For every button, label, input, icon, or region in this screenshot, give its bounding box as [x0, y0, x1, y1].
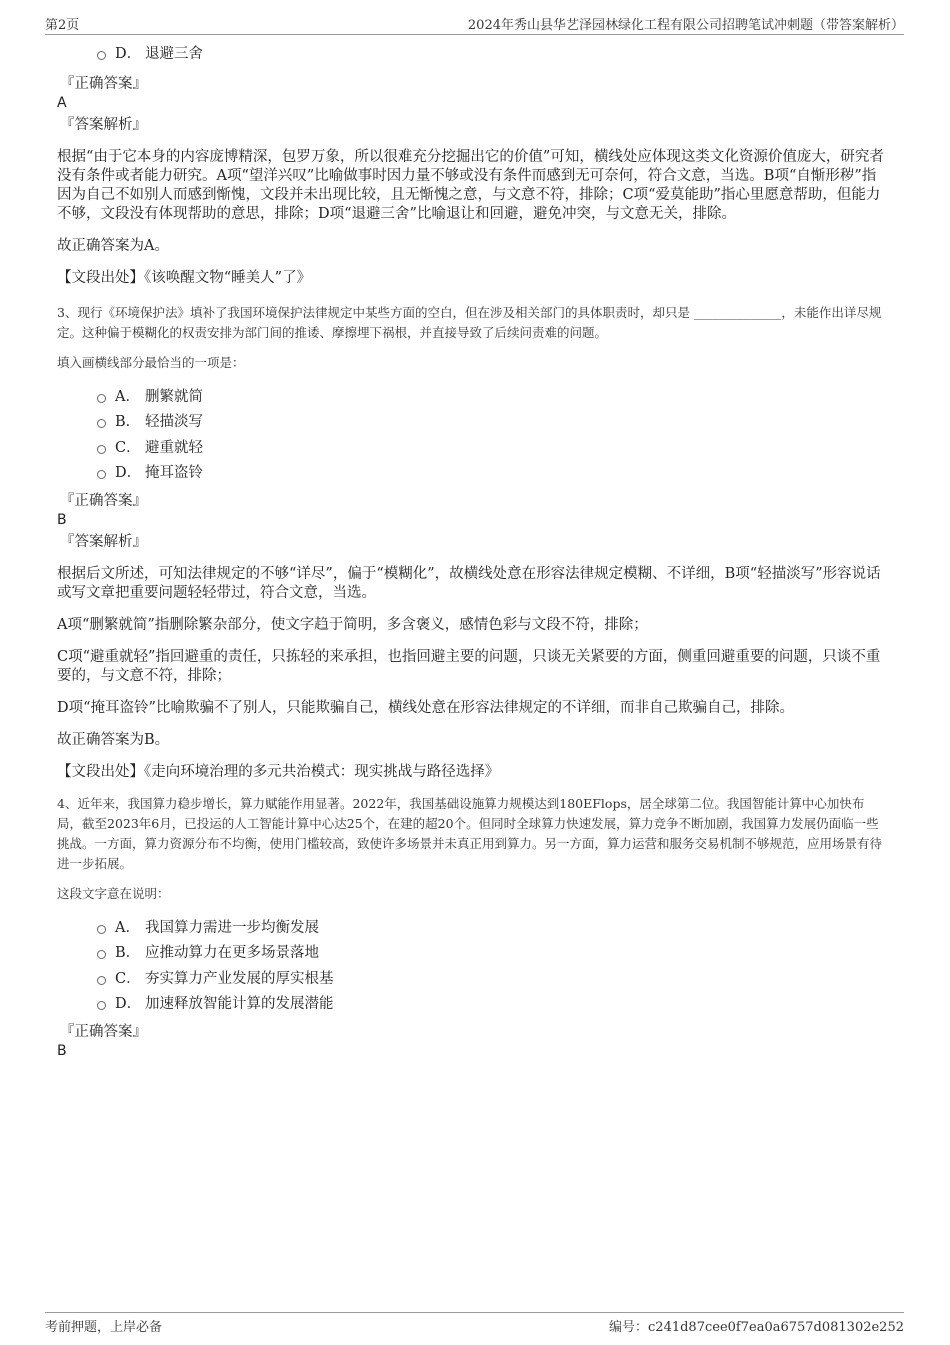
- option-letter: B．: [115, 414, 141, 430]
- answer-value: B: [57, 511, 67, 528]
- option-text: 夯实算力产业发展的厚实根基: [145, 970, 334, 987]
- analysis-paragraph: D项“掩耳盗铃”比喻欺骗不了别人，只能欺骗自己，横线处意在形容法律规定的不详细，而非自己欺骗自己，排除。: [57, 699, 794, 716]
- option-letter: D．: [115, 996, 142, 1012]
- question-prompt: 这段文字意在说明：: [57, 885, 170, 901]
- q4-option-c[interactable]: [57, 967, 889, 993]
- option-text: 应推动算力在更多场景落地: [145, 945, 319, 961]
- option-text: 轻描淡写: [145, 414, 203, 430]
- option-text: 我国算力需进一步均衡发展: [145, 919, 319, 936]
- option-text: 删繁就简: [145, 388, 203, 405]
- radio-icon[interactable]: [97, 976, 106, 985]
- option-letter: B．: [115, 945, 141, 961]
- conclusion-text: 故正确答案为A。: [57, 237, 169, 254]
- answer-label: 『正确答案』: [60, 75, 147, 92]
- question-stem: 4、近年来，我国算力稳步增长，算力赋能作用显著。2022年，我国基础设施算力规模达到180EFlops，居全球第二位。我国智能计算中心加快布局，截至2023年6月，已投运的人工智能计算中心达25个，在建的超20个。但同时全球算力快速发展，算力竞争不断加剧，我国算力发展仍面临一些挑战。一方面，算力资源分布不均衡，使用门槛较高，致使许多场景并未真正用到算力。另一方面，算力运营和服务交易机制不够规范，应用场景有待进一步拓展。: [57, 795, 883, 871]
- q4-option-d[interactable]: [57, 992, 889, 1018]
- question-prompt: 填入画横线部分最恰当的一项是：: [57, 354, 245, 370]
- option-text: 退避三舍: [145, 46, 203, 62]
- option-letter: C．: [115, 439, 141, 456]
- question-stem: 3、现行《环境保护法》填补了我国环境保护法律规定中某些方面的空白，但在涉及相关部门的具体职责时，却只是 ______________，未能作出详尽规定。这种偏于模糊化的权责安排为部门间的推诿、摩擦埋下祸根，并直接导致了后续问责难的问题。: [57, 304, 882, 340]
- answer-label: 『正确答案』: [60, 1023, 147, 1040]
- option-list: [57, 916, 889, 1018]
- radio-icon[interactable]: [97, 1001, 106, 1010]
- conclusion-text: 故正确答案为B。: [57, 731, 170, 748]
- option-letter: A．: [115, 919, 140, 936]
- radio-icon[interactable]: [97, 394, 106, 403]
- analysis-paragraph: A项“删繁就简”指删除繁杂部分，使文字趋于简明，多含褒义，感情色彩与文段不符，排除；: [57, 616, 648, 633]
- analysis-label: 『答案解析』: [60, 533, 147, 550]
- q3-option-b[interactable]: [57, 410, 889, 436]
- source-citation: 【文段出处】《该唤醒文物“睡美人”了》: [57, 269, 312, 286]
- document-body: [57, 42, 889, 1061]
- q4-option-b[interactable]: [57, 941, 889, 967]
- q3-option-a[interactable]: [57, 385, 889, 411]
- footer-slogan: 考前押题，上岸必备: [45, 1320, 163, 1335]
- radio-icon[interactable]: [97, 51, 106, 60]
- radio-icon[interactable]: [97, 445, 106, 454]
- radio-icon[interactable]: [97, 925, 106, 934]
- answer-value: B: [57, 1042, 67, 1059]
- option-letter: C．: [115, 970, 141, 987]
- option-list: [57, 385, 889, 487]
- option-letter: A．: [115, 388, 140, 405]
- analysis-text: 根据“由于它本身的内容庞博精深，包罗万象，所以很难充分挖掘出它的价值”可知，横线处应体现这类文化资源价值庞大，研究者没有条件或者能力研究。A项“望洋兴叹”比喻做事时因力量不够或没有条件而感到无可奈何，符合文意，当选。B项“自惭形秽”指因为自己不如别人而感到惭愧，文段并未出现比较，且无惭愧之意，与文意不符，排除；C项“爱莫能助”指心里愿意帮助，但能力不够，文段没有体现帮助的意思，排除；D项“退避三舍”比喻退让和回避，避免冲突，与文意无关，排除。: [57, 148, 884, 222]
- analysis-paragraph: C项“避重就轻”指回避重的责任，只拣轻的来承担，也指回避主要的问题，只谈无关紧要的方面，侧重回避重要的问题，只谈不重要的，与文意不符，排除；: [57, 648, 881, 684]
- q2-option-d[interactable]: [57, 42, 889, 68]
- option-text: 加速释放智能计算的发展潜能: [145, 996, 334, 1012]
- analysis-label: 『答案解析』: [60, 116, 147, 133]
- q3-option-c[interactable]: [57, 436, 889, 462]
- document-id: 编号：c241d87cee0f7ea0a6757d081302e252: [609, 1320, 904, 1335]
- q3-option-d[interactable]: [57, 461, 889, 487]
- option-letter: D．: [115, 465, 142, 481]
- option-text: 避重就轻: [145, 439, 203, 456]
- source-citation: 【文段出处】《走向环境治理的多元共治模式：现实挑战与路径选择》: [57, 763, 500, 780]
- answer-label: 『正确答案』: [60, 492, 147, 509]
- radio-icon[interactable]: [97, 950, 106, 959]
- option-letter: D．: [115, 46, 142, 62]
- page-footer: [45, 1312, 904, 1335]
- analysis-paragraph: 根据后文所述，可知法律规定的不够“详尽”，偏于“模糊化”，故横线处意在形容法律规定模糊、不详细，B项“轻描淡写”形容说话或写文章把重要问题轻轻带过，符合文意，当选。: [57, 565, 881, 601]
- document-title: 2024年秀山县华艺泽园林绿化工程有限公司招聘笔试冲刺题（带答案解析）: [467, 18, 904, 33]
- radio-icon[interactable]: [97, 470, 106, 479]
- q4-option-a[interactable]: [57, 916, 889, 942]
- page-header: [45, 14, 904, 35]
- option-text: 掩耳盗铃: [145, 465, 203, 481]
- page-number: 第2页: [45, 18, 80, 33]
- answer-value: A: [57, 94, 67, 111]
- radio-icon[interactable]: [97, 419, 106, 428]
